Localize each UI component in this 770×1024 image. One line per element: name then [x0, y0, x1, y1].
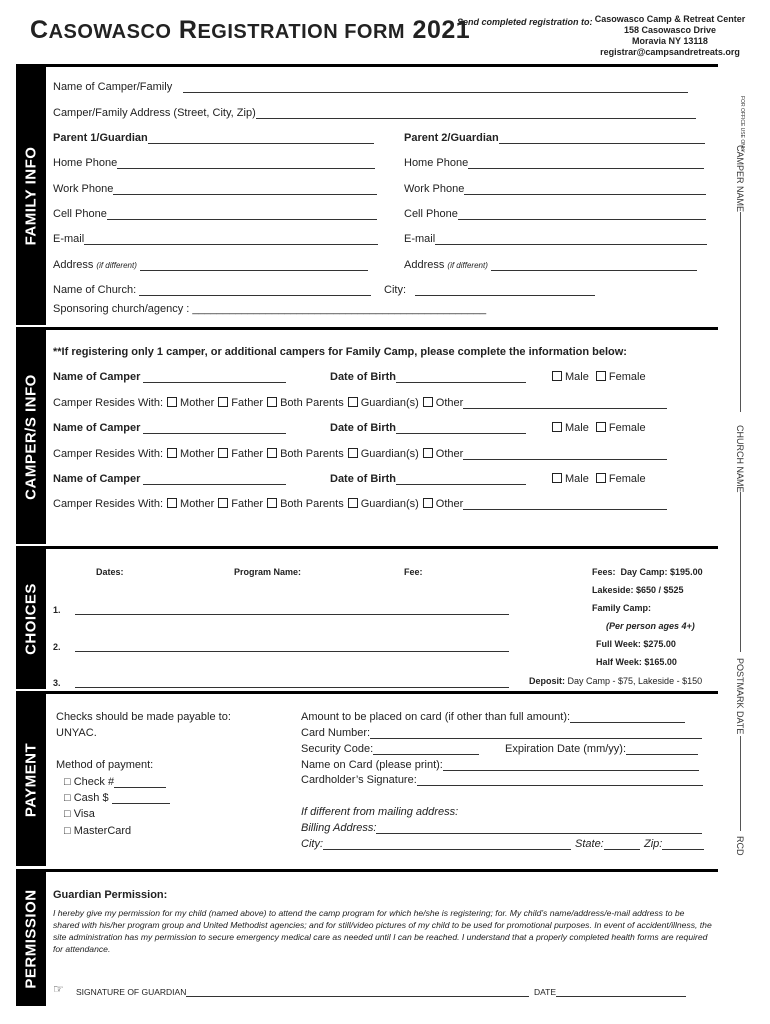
security-code[interactable]: Security Code:: [301, 743, 479, 755]
card-number[interactable]: Card Number:: [301, 727, 702, 739]
method-mastercard[interactable]: □ MasterCard: [64, 825, 132, 837]
camper2-gender[interactable]: Male Female: [548, 422, 646, 434]
postmark-line: [740, 736, 741, 831]
billing-note: If different from mailing address:: [301, 806, 459, 818]
payment-tab: PAYMENT: [16, 694, 46, 866]
payable-to: UNYAC.: [56, 727, 97, 739]
payment-method-label: Method of payment:: [56, 759, 154, 771]
parent2-field[interactable]: Parent 2/Guardian: [404, 132, 705, 144]
name-on-card[interactable]: Name on Card (please print):: [301, 759, 699, 771]
method-cash[interactable]: □ Cash $: [64, 792, 170, 804]
program-header: Program Name:: [234, 567, 302, 577]
form-title: CASOWASCO REGISTRATION FORM 2021: [30, 16, 471, 44]
fee-full-week: Full Week: $275.00: [596, 639, 676, 649]
billing-state[interactable]: State:: [575, 838, 640, 850]
p1-email[interactable]: E-mail: [53, 233, 378, 245]
fee-family: Family Camp:: [592, 603, 652, 613]
camper-family-field[interactable]: Name of Camper/Family: [53, 81, 688, 93]
p1-work-phone[interactable]: Work Phone: [53, 183, 377, 195]
campers-tab: CAMPER/S INFO: [16, 330, 46, 544]
sponsoring-field[interactable]: Sponsoring church/agency : ________________________________________________: [53, 303, 487, 315]
choices-tab: CHOICES: [16, 549, 46, 689]
camper3-name[interactable]: Name of Camper: [53, 473, 286, 485]
camper3-gender[interactable]: Male Female: [548, 473, 646, 485]
p2-work-phone[interactable]: Work Phone: [404, 183, 706, 195]
permission-text: I hereby give my permission for my child (named above) to attend the camp program for which he/she is registering; for. My child’s name/address/e-mail address to be shared with his/her program group and United Methodist agencies; and for still/video pictures of my child to be used for promotional purposes. In event of accident/illness, the site administration has my permission to secure emergency medical care as needed until I can be reached. I understand that a properly completed health forms are required for attendance.: [53, 908, 712, 954]
billing-address[interactable]: Billing Address:: [301, 822, 702, 834]
camper3-resides[interactable]: Camper Resides With: Mother Father Both Parents Guardian(s) Other: [53, 498, 667, 510]
permission-tab: PERMISSION: [16, 872, 46, 1006]
family-info-tab: FAMILY INFO: [16, 67, 46, 325]
mailing-address: Casowasco Camp & Retreat Center 158 Casowasco Drive Moravia NY 13118 registrar@campsandretreats.org: [594, 14, 746, 57]
fee-header: Fee:: [404, 567, 423, 577]
fee-half-week: Half Week: $165.00: [596, 657, 677, 667]
choice-row-3[interactable]: 3.: [53, 676, 509, 688]
dates-header: Dates:: [96, 567, 124, 577]
guardian-permission-heading: Guardian Permission:: [53, 889, 168, 901]
camper2-name[interactable]: Name of Camper: [53, 422, 286, 434]
camper3-dob[interactable]: Date of Birth: [330, 473, 526, 485]
p2-address[interactable]: Address (if different): [404, 259, 697, 271]
card-amount[interactable]: Amount to be placed on card (if other than full amount):: [301, 711, 685, 723]
family-address-field[interactable]: Camper/Family Address (Street, City, Zip): [53, 107, 696, 119]
rcd-side: RCD: [735, 836, 745, 856]
postmark-side: POSTMARK DATE: [735, 658, 745, 735]
camper1-dob[interactable]: Date of Birth: [330, 371, 526, 383]
office-use-label: FOR OFFICE USE ONLY: [739, 96, 745, 153]
camper1-gender[interactable]: Male Female: [548, 371, 646, 383]
church-name-line: [740, 492, 741, 652]
camper-name-side: CAMPER NAME: [735, 145, 745, 213]
church-name-side: CHURCH NAME: [735, 425, 745, 493]
billing-city[interactable]: City:: [301, 838, 571, 850]
fees-list: Fees: Day Camp: $195.00: [592, 567, 703, 577]
p2-email[interactable]: E-mail: [404, 233, 707, 245]
camper2-resides[interactable]: Camper Resides With: Mother Father Both Parents Guardian(s) Other: [53, 448, 667, 460]
camper1-name[interactable]: Name of Camper: [53, 371, 286, 383]
method-visa[interactable]: □ Visa: [64, 808, 95, 820]
billing-zip[interactable]: Zip:: [644, 838, 704, 850]
p2-cell-phone[interactable]: Cell Phone: [404, 208, 706, 220]
camper-name-line: [740, 212, 741, 412]
p1-home-phone[interactable]: Home Phone: [53, 157, 375, 169]
p1-cell-phone[interactable]: Cell Phone: [53, 208, 377, 220]
method-check[interactable]: □ Check #: [64, 776, 166, 788]
fee-family-note: (Per person ages 4+): [606, 621, 695, 631]
p2-home-phone[interactable]: Home Phone: [404, 157, 704, 169]
parent1-field[interactable]: Parent 1/Guardian: [53, 132, 374, 144]
church-city-field[interactable]: City:: [384, 284, 595, 296]
cardholder-signature[interactable]: Cardholder’s Signature:: [301, 774, 703, 786]
send-to-label: Send completed registration to:: [457, 17, 593, 27]
fee-lakeside: Lakeside: $650 / $525: [592, 585, 684, 595]
p1-address[interactable]: Address (if different): [53, 259, 368, 271]
campers-section: [16, 330, 718, 544]
camper1-resides[interactable]: Camper Resides With: Mother Father Both Parents Guardian(s) Other: [53, 397, 667, 409]
camper2-dob[interactable]: Date of Birth: [330, 422, 526, 434]
choice-row-1[interactable]: 1.: [53, 603, 509, 615]
guardian-signature-field[interactable]: SIGNATURE OF GUARDIAN: [76, 985, 529, 997]
expiration-date[interactable]: Expiration Date (mm/yy):: [505, 743, 698, 755]
deposit-info: Deposit: Day Camp - $75, Lakeside - $150: [529, 676, 703, 686]
signature-date-field[interactable]: DATE: [534, 985, 686, 997]
checks-payable: Checks should be made payable to:: [56, 711, 231, 723]
church-field[interactable]: Name of Church:: [53, 284, 371, 296]
campers-instructions: **If registering only 1 camper, or additional campers for Family Camp, please complete the information below:: [53, 346, 627, 358]
pointing-hand-icon: ☞: [53, 982, 64, 996]
choice-row-2[interactable]: 2.: [53, 640, 509, 652]
